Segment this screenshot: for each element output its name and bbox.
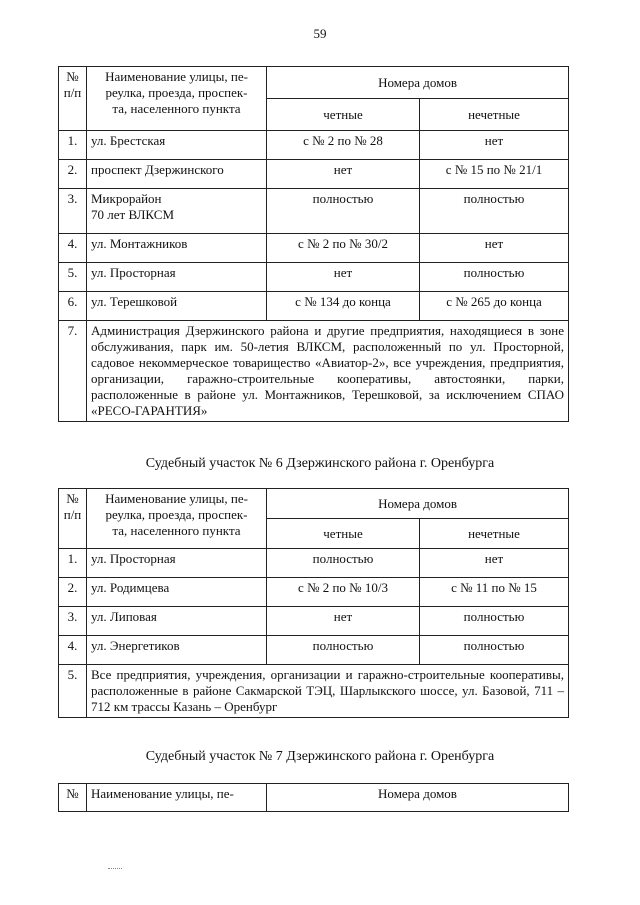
row-even-numbers: нет <box>267 160 420 189</box>
table-header-row <box>59 489 569 519</box>
page-number: 59 <box>313 26 327 41</box>
row-number: 4. <box>59 234 87 263</box>
row-odd-numbers: полностью <box>420 607 569 636</box>
col-header-number: № <box>59 784 87 812</box>
col-header-even: четные <box>267 99 420 131</box>
col-header-odd: нечетные <box>420 99 569 131</box>
row-even-numbers: с № 2 по № 30/2 <box>267 234 420 263</box>
row-number: 2. <box>59 160 87 189</box>
row-street-name: ул. Монтажников <box>87 234 267 263</box>
row-odd-numbers: с № 265 до конца <box>420 292 569 321</box>
row-even-numbers: с № 2 по № 10/3 <box>267 578 420 607</box>
table-row <box>59 131 569 160</box>
row-number: 4. <box>59 636 87 665</box>
table-row <box>59 549 569 578</box>
col-header-odd: нечетные <box>420 519 569 549</box>
row-even-numbers: полностью <box>267 549 420 578</box>
table-row <box>59 578 569 607</box>
row-number: 5. <box>59 665 87 718</box>
district-streets-table-2 <box>58 488 569 718</box>
row-street-name: ул. Просторная <box>87 549 267 578</box>
table-row <box>59 636 569 665</box>
row-even-numbers: с № 2 по № 28 <box>267 131 420 160</box>
table-row-merged <box>59 321 569 422</box>
district-streets-table-1 <box>58 66 569 422</box>
table-row <box>59 160 569 189</box>
district-streets-table-3 <box>58 783 569 812</box>
row-number: 3. <box>59 607 87 636</box>
col-header-even: четные <box>267 519 420 549</box>
row-street-name: ул. Просторная <box>87 263 267 292</box>
col-header-street-name: Наименование улицы, пе- <box>87 784 267 812</box>
row-number: 1. <box>59 131 87 160</box>
table-header-row <box>59 784 569 812</box>
col-header-street-name: Наименование улицы, пе- реулка, проезда, проспек- та, населенного пункта <box>87 67 267 131</box>
col-header-number: № п/п <box>59 489 87 549</box>
row-even-numbers: нет <box>267 607 420 636</box>
col-header-house-numbers: Номера домов <box>267 67 569 99</box>
row-street-name: ул. Брестская <box>87 131 267 160</box>
row-merged-description: Все предприятия, учреждения, организации и гаражно-строительные кооперативы, расположенные в районе Сакмарской ТЭЦ, Шарлыкского шоссе, ул. Базовой, 711 – 712 км трассы Казань – Оренбург <box>87 665 569 718</box>
row-street-name: ул. Липовая <box>87 607 267 636</box>
col-header-street-name: Наименование улицы, пе- реулка, проезда, проспек- та, населенного пункта <box>87 489 267 549</box>
col-header-number: № п/п <box>59 67 87 131</box>
table-row <box>59 263 569 292</box>
row-street-name: проспект Дзержинского <box>87 160 267 189</box>
section-heading-court-6: Судебный участок № 6 Дзержинского района г. Оренбурга <box>145 456 495 471</box>
row-odd-numbers: нет <box>420 131 569 160</box>
row-number: 6. <box>59 292 87 321</box>
section-heading-court-7: Судебный участок № 7 Дзержинского района г. Оренбурга <box>145 749 495 764</box>
table-row <box>59 292 569 321</box>
scan-artifact <box>108 868 122 871</box>
row-street-name: Микрорайон 70 лет ВЛКСМ <box>87 189 267 234</box>
row-odd-numbers: полностью <box>420 263 569 292</box>
row-odd-numbers: полностью <box>420 189 569 234</box>
col-header-house-numbers: Номера домов <box>267 489 569 519</box>
row-even-numbers: полностью <box>267 189 420 234</box>
row-odd-numbers: нет <box>420 234 569 263</box>
row-odd-numbers: полностью <box>420 636 569 665</box>
row-street-name: ул. Родимцева <box>87 578 267 607</box>
table-row <box>59 607 569 636</box>
row-merged-description: Администрация Дзержинского района и другие предприятия, находящиеся в зоне обслуживания, парк им. 50-летия ВЛКСМ, расположенный по ул. Просторной, садовое некоммерческое товарищество «Авиатор-2», все учреждения, предприятия, организации, гаражно-строительные кооперативы, автостоянки, парки, расположенные в районе ул. Монтажников, Терешковой, за исключением СПАО «РЕСО-ГАРАНТИЯ» <box>87 321 569 422</box>
table-row <box>59 234 569 263</box>
table-row-merged <box>59 665 569 718</box>
row-even-numbers: нет <box>267 263 420 292</box>
row-even-numbers: с № 134 до конца <box>267 292 420 321</box>
row-odd-numbers: с № 15 по № 21/1 <box>420 160 569 189</box>
row-number: 1. <box>59 549 87 578</box>
col-header-house-numbers: Номера домов <box>267 784 569 812</box>
table-row <box>59 189 569 234</box>
row-street-name: ул. Энергетиков <box>87 636 267 665</box>
row-number: 7. <box>59 321 87 422</box>
row-street-name: ул. Терешковой <box>87 292 267 321</box>
row-number: 3. <box>59 189 87 234</box>
row-number: 2. <box>59 578 87 607</box>
row-odd-numbers: нет <box>420 549 569 578</box>
row-number: 5. <box>59 263 87 292</box>
table-header-row <box>59 67 569 99</box>
row-odd-numbers: с № 11 по № 15 <box>420 578 569 607</box>
row-even-numbers: полностью <box>267 636 420 665</box>
